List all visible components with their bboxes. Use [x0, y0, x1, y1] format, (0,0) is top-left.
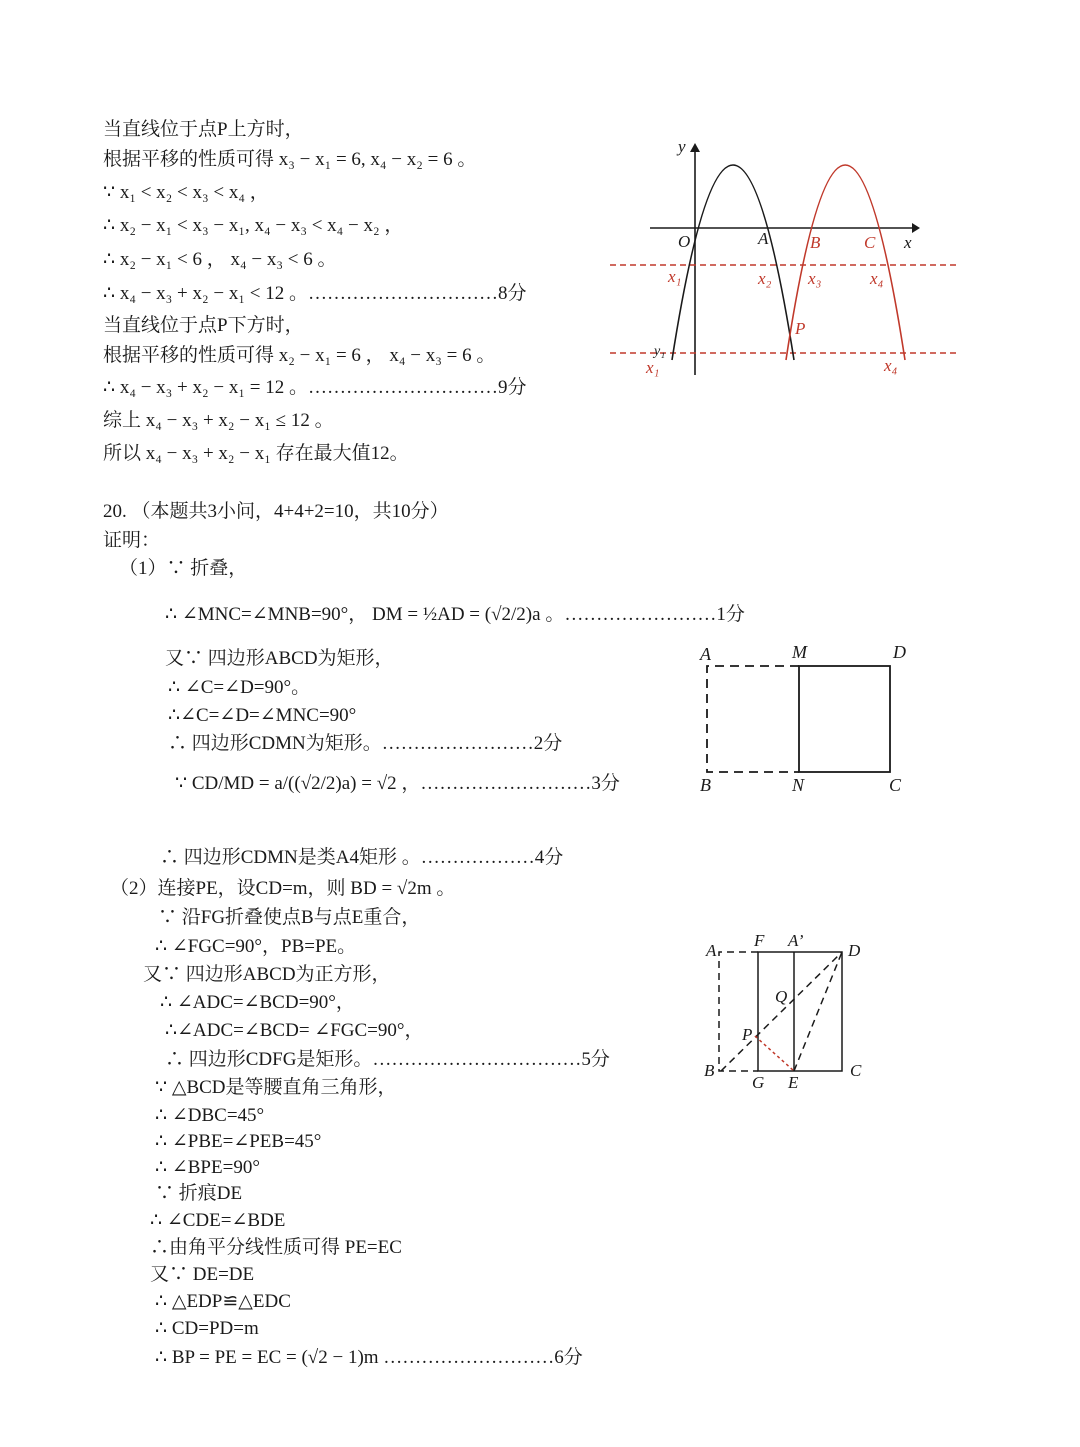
q19-line-9: 综上 x₄ − x₃ + x₂ − x₁ ≤ 12 。 [103, 410, 334, 431]
label-x4: x₄ [870, 269, 884, 288]
q20-line-18: ∴ ∠DBC=45° [155, 1105, 265, 1126]
label-x4-lower: x₄ [884, 356, 898, 375]
q20-line-16: ∴ 四边形CDFG是矩形。……………………………5分 [165, 1049, 610, 1070]
q20-line-26: ∴ CD=PD=m [155, 1318, 259, 1339]
y-axis-arrow [690, 143, 700, 152]
q20-line-4: 又∵ 四边形ABCD为矩形， [165, 648, 394, 669]
parabola-figure [600, 130, 970, 380]
label-x3: x₃ [808, 269, 822, 288]
q19-line-5: ∴ x₄ − x₃ + x₂ − x₁ < 12 。…………………………8分 [103, 283, 527, 304]
label-y1: y₁ [654, 344, 666, 359]
q20-line-27: ∴ BP = PE = EC = (√2 − 1)m ………………………6分 [155, 1347, 583, 1368]
label-E: E [788, 1073, 799, 1092]
q19-line-0: 当直线位于点P上方时， [103, 119, 304, 140]
square-fold-figure [695, 925, 875, 1095]
q20-line-21: ∵ 折痕DE [155, 1183, 243, 1204]
label-B: B [704, 1061, 715, 1080]
q20-line-17: ∵ △BCD是等腰直角三角形， [155, 1077, 397, 1098]
black-parabola [672, 165, 794, 360]
label-A: A [758, 229, 769, 248]
q20-line-8: ∵ CD/MD = a/((√2/2)a) = √2 ，………………………3分 [175, 773, 620, 794]
q19-line-2: ∵ x₁ < x₂ < x₃ < x₄ ， [103, 182, 269, 203]
label-D: D [848, 941, 861, 960]
label-C: C [889, 775, 902, 795]
label-F: F [754, 931, 765, 950]
label-N: N [792, 775, 805, 795]
fold-DE [794, 952, 842, 1071]
q19-line-10: 所以 x₄ − x₃ + x₂ − x₁ 存在最大值12。 [103, 443, 409, 464]
q20-line-11: ∵ 沿FG折叠使点B与点E重合， [158, 907, 421, 928]
q20-line-13: 又∵ 四边形ABCD为正方形， [143, 964, 391, 985]
label-x2: x₂ [758, 269, 772, 288]
label-A: A [700, 644, 711, 664]
segment-PE [755, 1036, 794, 1071]
rectangle-CDFG [758, 952, 842, 1071]
q20-line-15: ∴∠ADC=∠BCD= ∠FGC=90°， [165, 1020, 424, 1041]
label-G: G [752, 1073, 765, 1092]
label-y: y [678, 137, 686, 156]
q19-line-6: 当直线位于点P下方时， [103, 315, 304, 336]
x-axis-arrow [912, 223, 920, 233]
folded-dashed-part [707, 666, 799, 772]
q20-line-12: ∴ ∠FGC=90°，PB=PE。 [155, 936, 357, 957]
q20-line-1: 证明： [103, 530, 161, 551]
rectangle-figure [690, 640, 920, 800]
q20-line-3: ∴ ∠MNC=∠MNB=90°， DM = ½AD = (√2/2)a 。……………………1分 [165, 604, 745, 625]
label-B: B [810, 233, 821, 252]
label-P: P [742, 1025, 753, 1044]
q20-line-0: 20. （本题共3小问，4+4+2=10，共10分） [103, 501, 449, 522]
label-A-prime: A’ [788, 931, 804, 950]
q20-line-20: ∴ ∠BPE=90° [155, 1157, 260, 1178]
label-x1: x₁ [668, 267, 682, 286]
label-C: C [864, 233, 876, 252]
label-x: x [904, 233, 912, 252]
label-C: C [850, 1061, 862, 1080]
q20-line-25: ∴ △EDP≌△EDC [155, 1291, 291, 1312]
q19-line-1: 根据平移的性质可得 x₃ − x₁ = 6, x₄ − x₂ = 6 。 [103, 149, 477, 170]
q20-line-5: ∴ ∠C=∠D=90°。 [168, 677, 311, 698]
label-x1-lower: x₁ [646, 358, 660, 377]
q20-line-10: （2）连接PE，设CD=m，则 BD = √2m 。 [110, 878, 456, 899]
label-D: D [893, 642, 906, 662]
q20-line-2: （1）∵ 折叠， [119, 558, 248, 579]
label-Q: Q [775, 987, 788, 1006]
label-B: B [700, 775, 711, 795]
q19-line-3: ∴ x₂ − x₁ < x₃ − x₁, x₄ − x₃ < x₄ − x₂ ， [103, 215, 404, 236]
q20-line-6: ∴∠C=∠D=∠MNC=90° [168, 705, 357, 726]
label-P: P [795, 319, 806, 338]
label-O: O [678, 232, 691, 251]
q19-line-7: 根据平移的性质可得 x₂ − x₁ = 6 ， x₄ − x₃ = 6 。 [103, 345, 496, 366]
q20-line-23: ∴由角平分线性质可得 PE=EC [150, 1237, 402, 1258]
label-M: M [792, 642, 807, 662]
q19-line-4: ∴ x₂ − x₁ < 6 ， x₄ − x₃ < 6 。 [103, 249, 337, 270]
q19-line-8: ∴ x₄ − x₃ + x₂ − x₁ = 12 。…………………………9分 [103, 377, 527, 398]
diagonal-BD [721, 952, 842, 1071]
q20-line-24: 又∵ DE=DE [150, 1264, 255, 1285]
label-A: A [706, 941, 717, 960]
q20-line-7: ∴ 四边形CDMN为矩形。……………………2分 [168, 733, 563, 754]
q20-line-14: ∴ ∠ADC=∠BCD=90°， [160, 992, 355, 1013]
rectangle-CDMN [799, 666, 890, 772]
q20-line-22: ∴ ∠CDE=∠BDE [150, 1210, 286, 1231]
q20-line-19: ∴ ∠PBE=∠PEB=45° [155, 1131, 322, 1152]
q20-line-9: ∴ 四边形CDMN是类A4矩形 。………………4分 [160, 847, 564, 868]
